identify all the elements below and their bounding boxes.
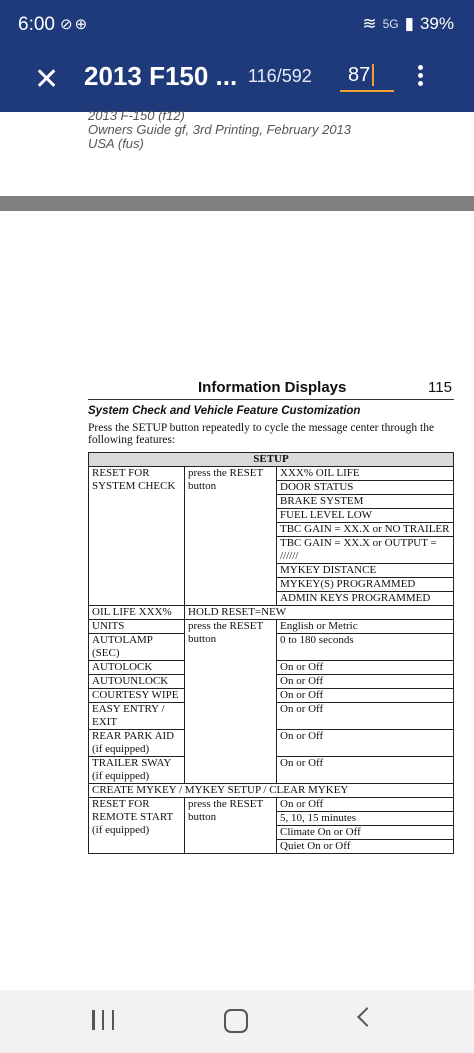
- previous-page-fragment: [0, 108, 474, 196]
- table-row: [89, 467, 454, 481]
- table-cell: RESET FOR REMOTE START (if equipped): [89, 798, 185, 854]
- table-cell: MYKEY(S) PROGRAMMED: [277, 578, 454, 592]
- status-notification-icons: ⊘⊕: [60, 16, 90, 33]
- table-header: SETUP: [89, 453, 454, 467]
- table-cell: press the RESET button: [185, 467, 277, 606]
- home-icon[interactable]: [224, 1009, 248, 1033]
- table-cell: TBC GAIN = XX.X or OUTPUT = //////: [277, 537, 454, 564]
- app-bar: [0, 50, 474, 112]
- table-cell: On or Off: [277, 689, 454, 703]
- page-separator: [0, 196, 474, 211]
- table-cell: CREATE MYKEY / MYKEY SETUP / CLEAR MYKEY: [89, 784, 454, 798]
- page-header-line: Owners Guide gf, 3rd Printing, February 2013: [88, 122, 352, 137]
- table-cell: MYKEY DISTANCE: [277, 564, 454, 578]
- table-row: [89, 798, 454, 812]
- signal-icon: ▮: [404, 14, 414, 33]
- recents-icon[interactable]: [92, 1010, 114, 1030]
- page-header-line: USA (fus): [88, 136, 144, 151]
- table-cell: FUEL LEVEL LOW: [277, 509, 454, 523]
- page-header-line: 2013 F-150 (f12): [88, 108, 185, 123]
- table-row: [89, 784, 454, 798]
- table-cell: On or Off: [277, 730, 454, 757]
- table-cell: AUTOLOCK: [89, 661, 185, 675]
- table-cell: COURTESY WIPE: [89, 689, 185, 703]
- wifi-icon: ≋: [362, 14, 377, 33]
- table-row: [89, 606, 454, 620]
- more-options-icon[interactable]: [418, 62, 423, 89]
- title-rule: [88, 399, 454, 400]
- table-cell: AUTOUNLOCK: [89, 675, 185, 689]
- table-cell: Climate On or Off: [277, 826, 454, 840]
- table-cell: press the RESET button: [185, 798, 277, 854]
- table-header-row: [89, 453, 454, 467]
- document-title: 2013 F150 ...: [84, 61, 238, 91]
- table-cell: TRAILER SWAY (if equipped): [89, 757, 185, 784]
- page-number-input[interactable]: [340, 60, 394, 92]
- network-type: 5G: [382, 17, 399, 31]
- table-row: [89, 620, 454, 634]
- table-cell: OIL LIFE XXX%: [89, 606, 185, 620]
- table-cell: REAR PARK AID (if equipped): [89, 730, 185, 757]
- status-right-cluster: [362, 14, 454, 34]
- section-title: Information Displays: [198, 379, 347, 396]
- table-cell: DOOR STATUS: [277, 481, 454, 495]
- table-cell: 0 to 180 seconds: [277, 634, 454, 661]
- table-cell: On or Off: [277, 798, 454, 812]
- battery-level: 39%: [419, 14, 454, 33]
- table-cell: On or Off: [277, 675, 454, 689]
- table-cell: HOLD RESET=NEW: [185, 606, 454, 620]
- status-time: 6:00: [18, 14, 55, 35]
- close-icon[interactable]: ✕: [34, 63, 60, 96]
- subheading: System Check and Vehicle Feature Customization: [88, 405, 361, 417]
- table-cell: On or Off: [277, 703, 454, 730]
- table-cell: On or Off: [277, 757, 454, 784]
- page-number: 115: [428, 379, 452, 396]
- table-cell: UNITS: [89, 620, 185, 634]
- back-icon[interactable]: [357, 1007, 377, 1027]
- table-cell: EASY ENTRY / EXIT: [89, 703, 185, 730]
- table-cell: press the RESET button: [185, 620, 277, 784]
- navigation-bar: [0, 990, 474, 1053]
- status-bar: [0, 0, 474, 50]
- table-cell: On or Off: [277, 661, 454, 675]
- table-cell: XXX% OIL LIFE: [277, 467, 454, 481]
- table-cell: BRAKE SYSTEM: [277, 495, 454, 509]
- table-cell: RESET FOR SYSTEM CHECK: [89, 467, 185, 606]
- table-cell: English or Metric: [277, 620, 454, 634]
- table-cell: AUTOLAMP (SEC): [89, 634, 185, 661]
- table-cell: TBC GAIN = XX.X or NO TRAILER: [277, 523, 454, 537]
- table-cell: Quiet On or Off: [277, 840, 454, 854]
- page-count: 116/592: [248, 66, 312, 86]
- text-cursor: [372, 64, 374, 86]
- intro-text: Press the SETUP button repeatedly to cycle the message center through the following features:: [88, 422, 435, 446]
- table-cell: 5, 10, 15 minutes: [277, 812, 454, 826]
- table-cell: ADMIN KEYS PROGRAMMED: [277, 592, 454, 606]
- setup-table: [88, 452, 454, 854]
